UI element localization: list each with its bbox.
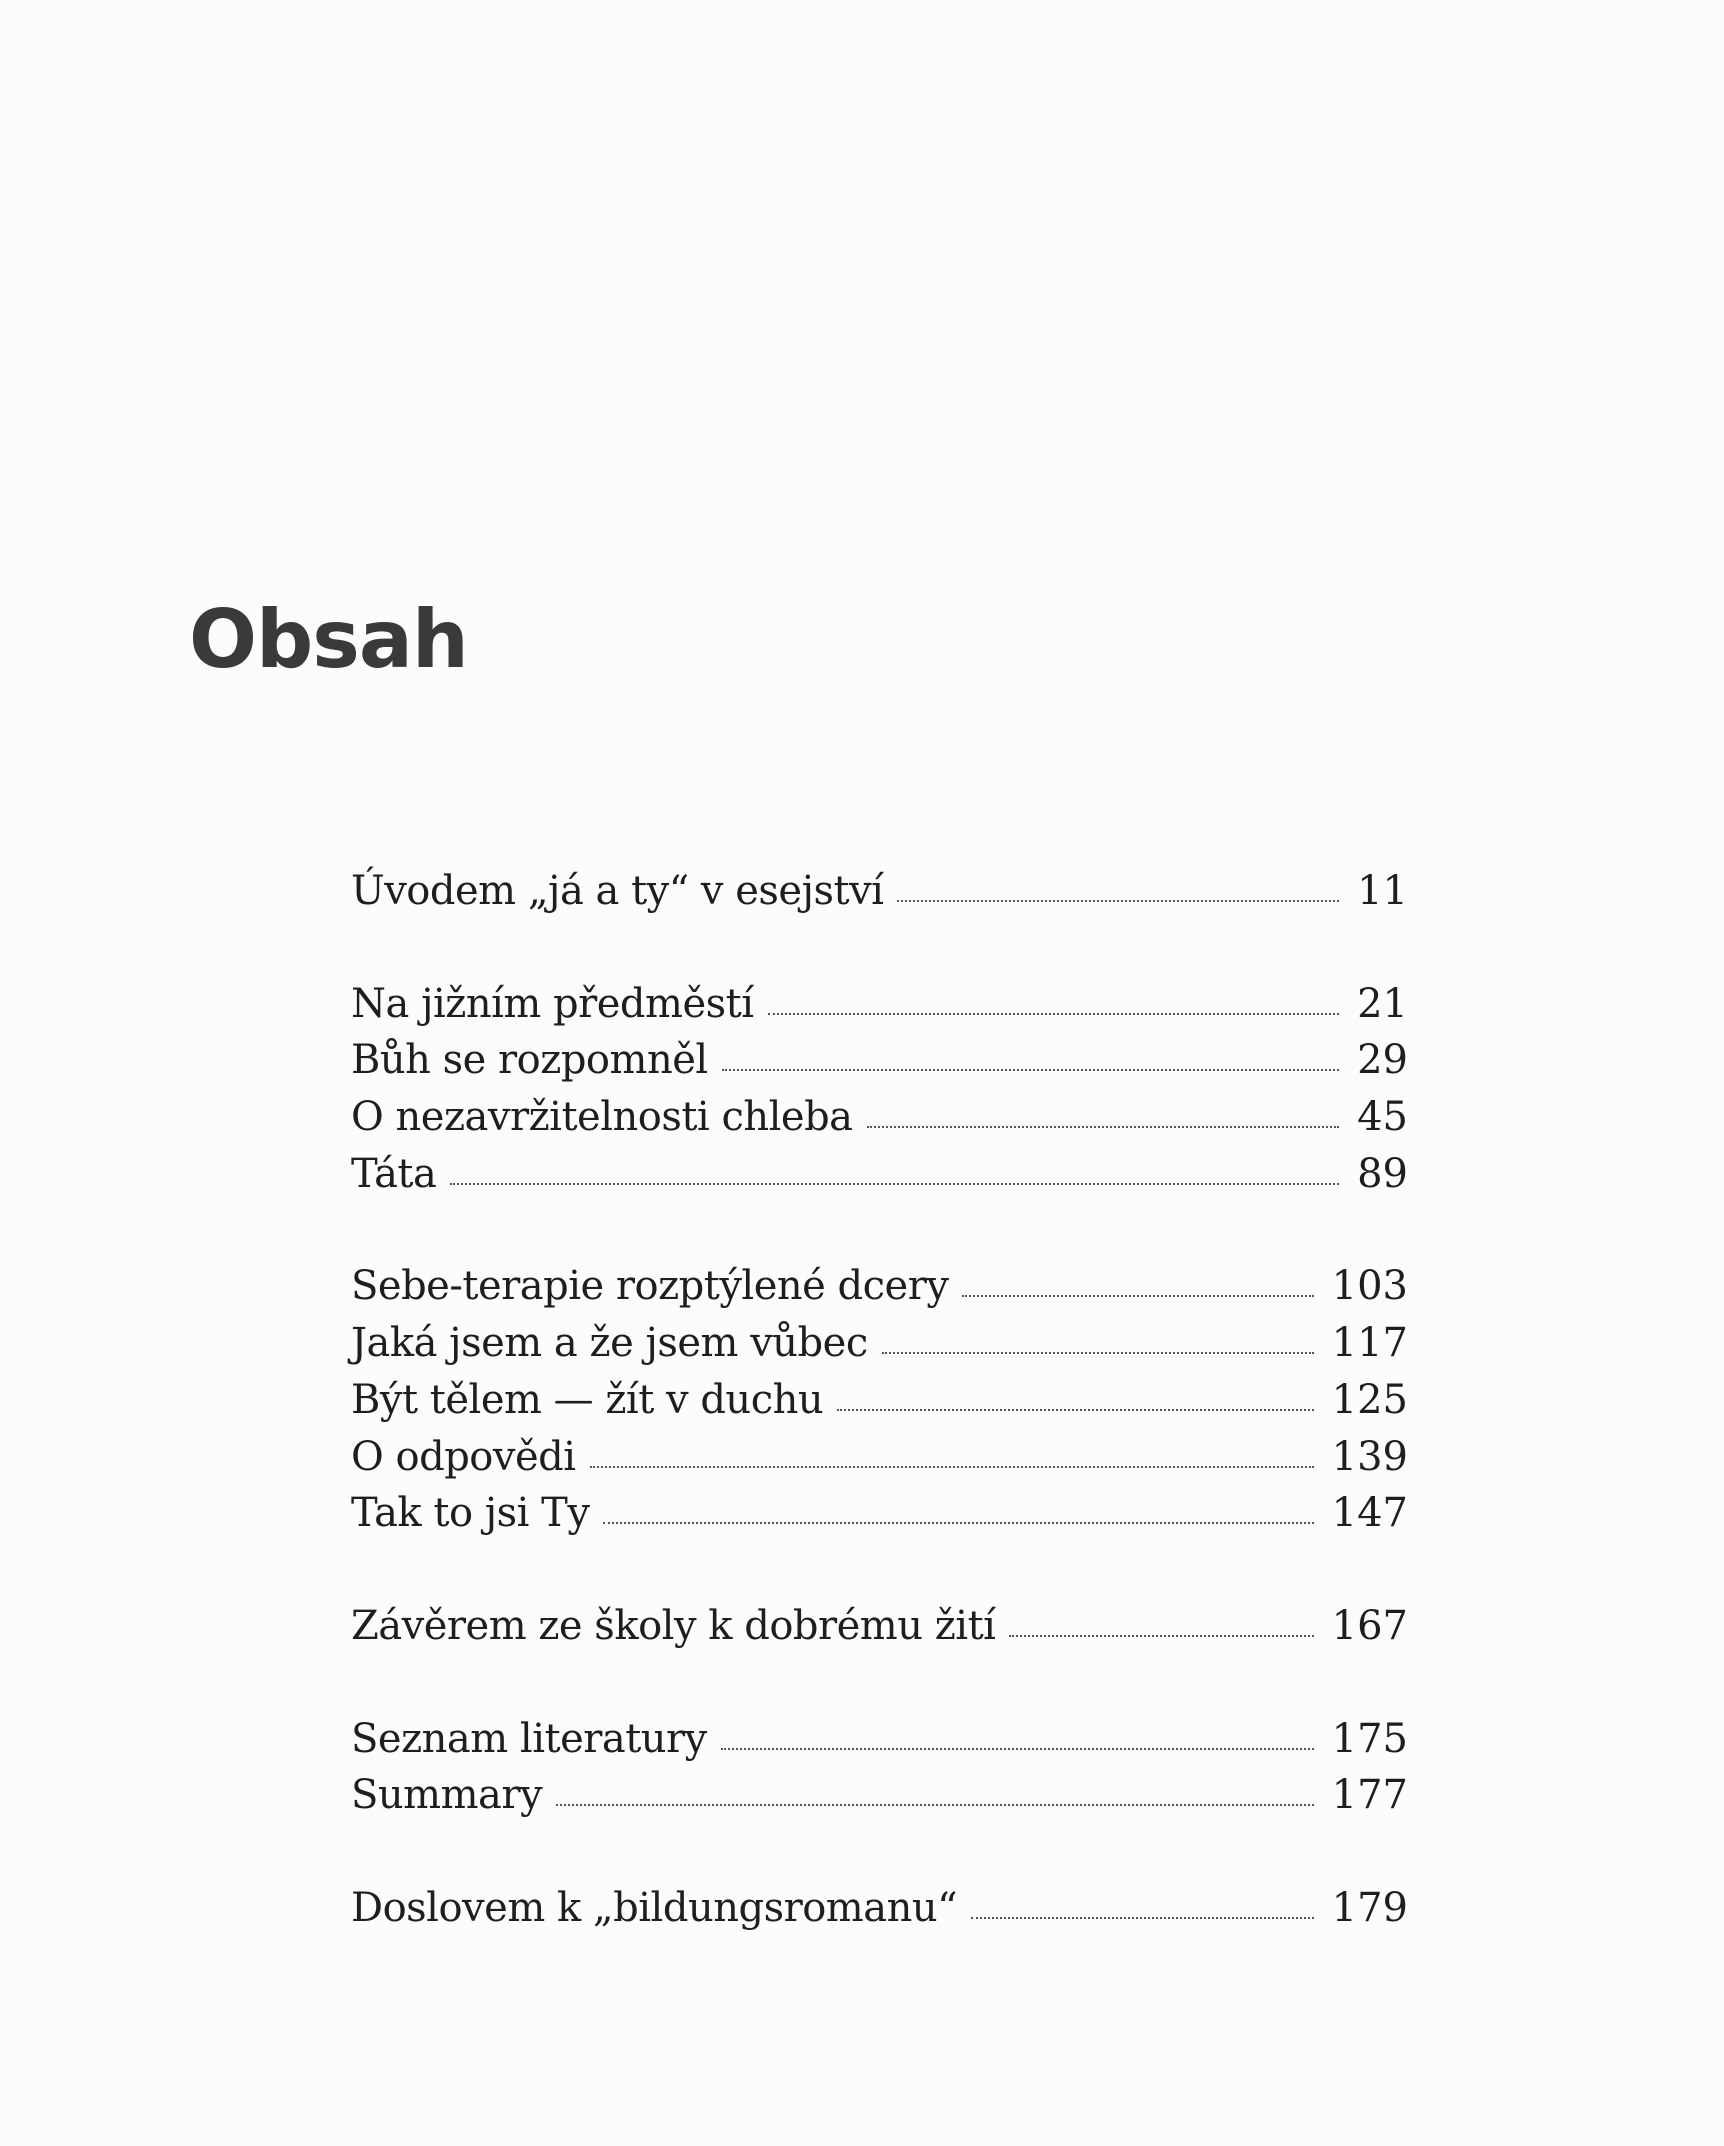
toc-entry-page-number: 125 [1331,1376,1408,1423]
dot-leader [722,1069,1339,1071]
toc-entry [351,1037,1408,1094]
toc-entry [351,1377,1408,1434]
toc-entry [351,1320,1408,1377]
toc-section [351,1603,1408,1660]
toc-entry-page-number: 179 [1331,1884,1408,1931]
dot-leader [556,1804,1314,1806]
toc-entry-page-number: 139 [1331,1433,1408,1480]
toc-section [351,1263,1408,1546]
dot-leader [590,1466,1314,1468]
toc-entry-page-number: 103 [1331,1263,1408,1310]
toc-entry-page-number: 117 [1331,1320,1408,1367]
toc-entry [351,981,1408,1038]
toc-entry-page-number: 177 [1331,1772,1408,1819]
dot-leader [837,1409,1314,1411]
dot-leader [768,1013,1340,1015]
toc-entry-title: Být tělem — žít v duchu [351,1376,824,1423]
toc-entry-page-number: 147 [1331,1490,1408,1537]
toc-section [351,1885,1408,1942]
toc-entry [351,1772,1408,1829]
toc-entry [351,1716,1408,1773]
dot-leader [603,1522,1313,1524]
toc-entry-page-number: 45 [1357,1094,1408,1141]
toc-entry-page-number: 175 [1331,1715,1408,1762]
toc-section [351,981,1408,1208]
toc-entry [351,1490,1408,1547]
toc-entry-title: Bůh se rozpomněl [351,1037,708,1084]
toc-entry-title: Závěrem ze školy k dobrému žití [351,1602,996,1649]
toc-entry-title: Seznam literatury [351,1715,707,1762]
toc-entry-title: Tak to jsi Ty [351,1490,590,1537]
toc-entry-title: Jaká jsem a že jsem vůbec [351,1320,868,1367]
toc-entry-page-number: 11 [1357,868,1408,914]
dot-leader [962,1295,1313,1297]
toc-entry [351,868,1408,925]
toc-entry-title: O odpovědi [351,1433,576,1480]
dot-leader [882,1352,1314,1354]
dot-leader [450,1183,1339,1185]
toc-entry-title: Na jižním předměstí [351,980,754,1027]
dot-leader [867,1126,1340,1128]
toc-entry [351,1263,1408,1320]
toc-entry [351,1885,1408,1942]
toc-entry [351,1603,1408,1660]
dot-leader [721,1748,1314,1750]
toc-entry-title: Táta [351,1150,437,1197]
toc-section [351,868,1408,925]
toc-entry [351,1094,1408,1151]
toc-entry [351,1434,1408,1491]
toc-entry-title: Úvodem „já a ty“ v esejství [351,868,884,914]
toc-entry-page-number: 29 [1357,1037,1408,1084]
toc-entry-page-number: 167 [1331,1602,1408,1649]
page-title: Obsah [189,593,468,686]
dot-leader [971,1917,1314,1919]
toc-entry-page-number: 21 [1357,980,1408,1027]
toc-entry [351,1151,1408,1208]
toc-section [351,1716,1408,1829]
table-of-contents [351,868,1408,1942]
toc-entry-page-number: 89 [1357,1150,1408,1197]
toc-entry-title: Doslovem k „bildungsromanu“ [351,1884,958,1931]
toc-entry-title: O nezavržitelnosti chleba [351,1094,853,1141]
toc-entry-title: Sebe-terapie rozptýlené dcery [351,1263,949,1310]
dot-leader [1009,1635,1313,1637]
dot-leader [897,900,1339,902]
toc-entry-title: Summary [351,1772,543,1819]
